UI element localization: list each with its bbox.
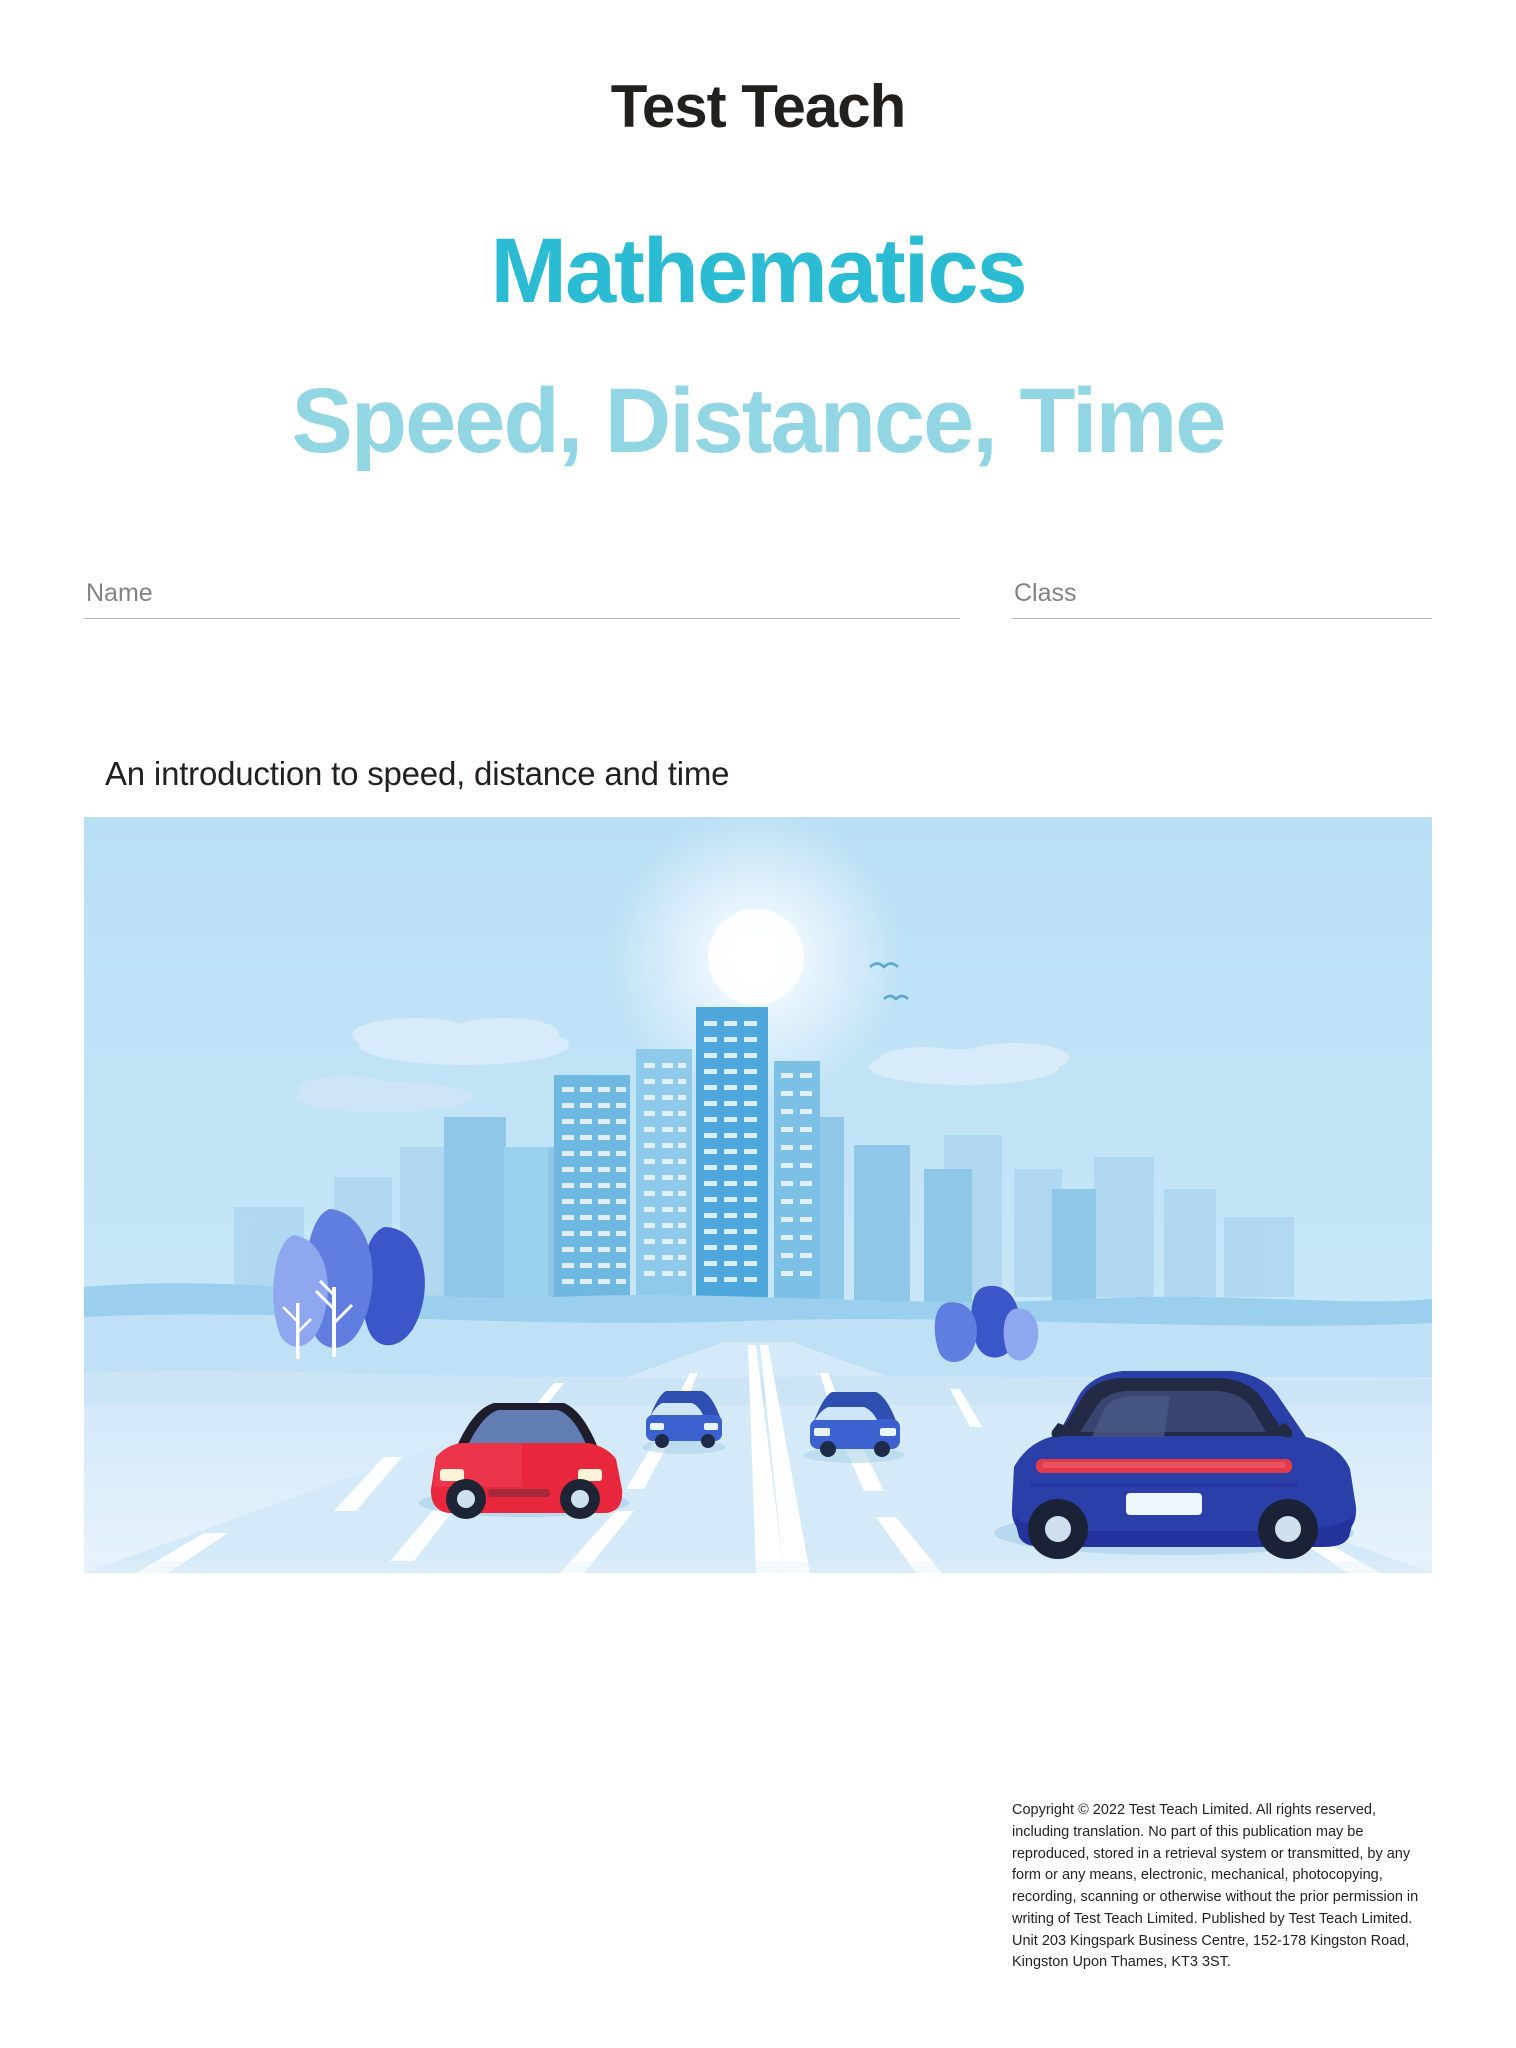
subject-title: Mathematics bbox=[490, 220, 1026, 322]
class-label: Class bbox=[1014, 579, 1077, 607]
topic-title: Speed, Distance, Time bbox=[291, 370, 1225, 472]
copyright-text: Copyright © 2022 Test Teach Limited. All rights reserved, including translation. No part of this publication may be reproduced, stored in a retrieval system or transmitted, by any form or any means, electronic, mechanical, photocopying, recording, scanning or otherwise without the prior permission in writing of Test Teach Limited. Published by Test Teach Limited. Unit 203 Kingspark Business Centre, 152-178 Kingston Road, Kingston Upon Thames, KT3 3ST. bbox=[1012, 1802, 1419, 1971]
class-field[interactable] bbox=[1012, 566, 1432, 619]
name-field[interactable] bbox=[84, 566, 960, 619]
cover-illustration bbox=[84, 817, 1432, 1573]
page-title: Test Teach bbox=[610, 73, 906, 140]
intro-text: An introduction to speed, distance and time bbox=[105, 755, 730, 792]
name-label: Name bbox=[86, 579, 153, 607]
